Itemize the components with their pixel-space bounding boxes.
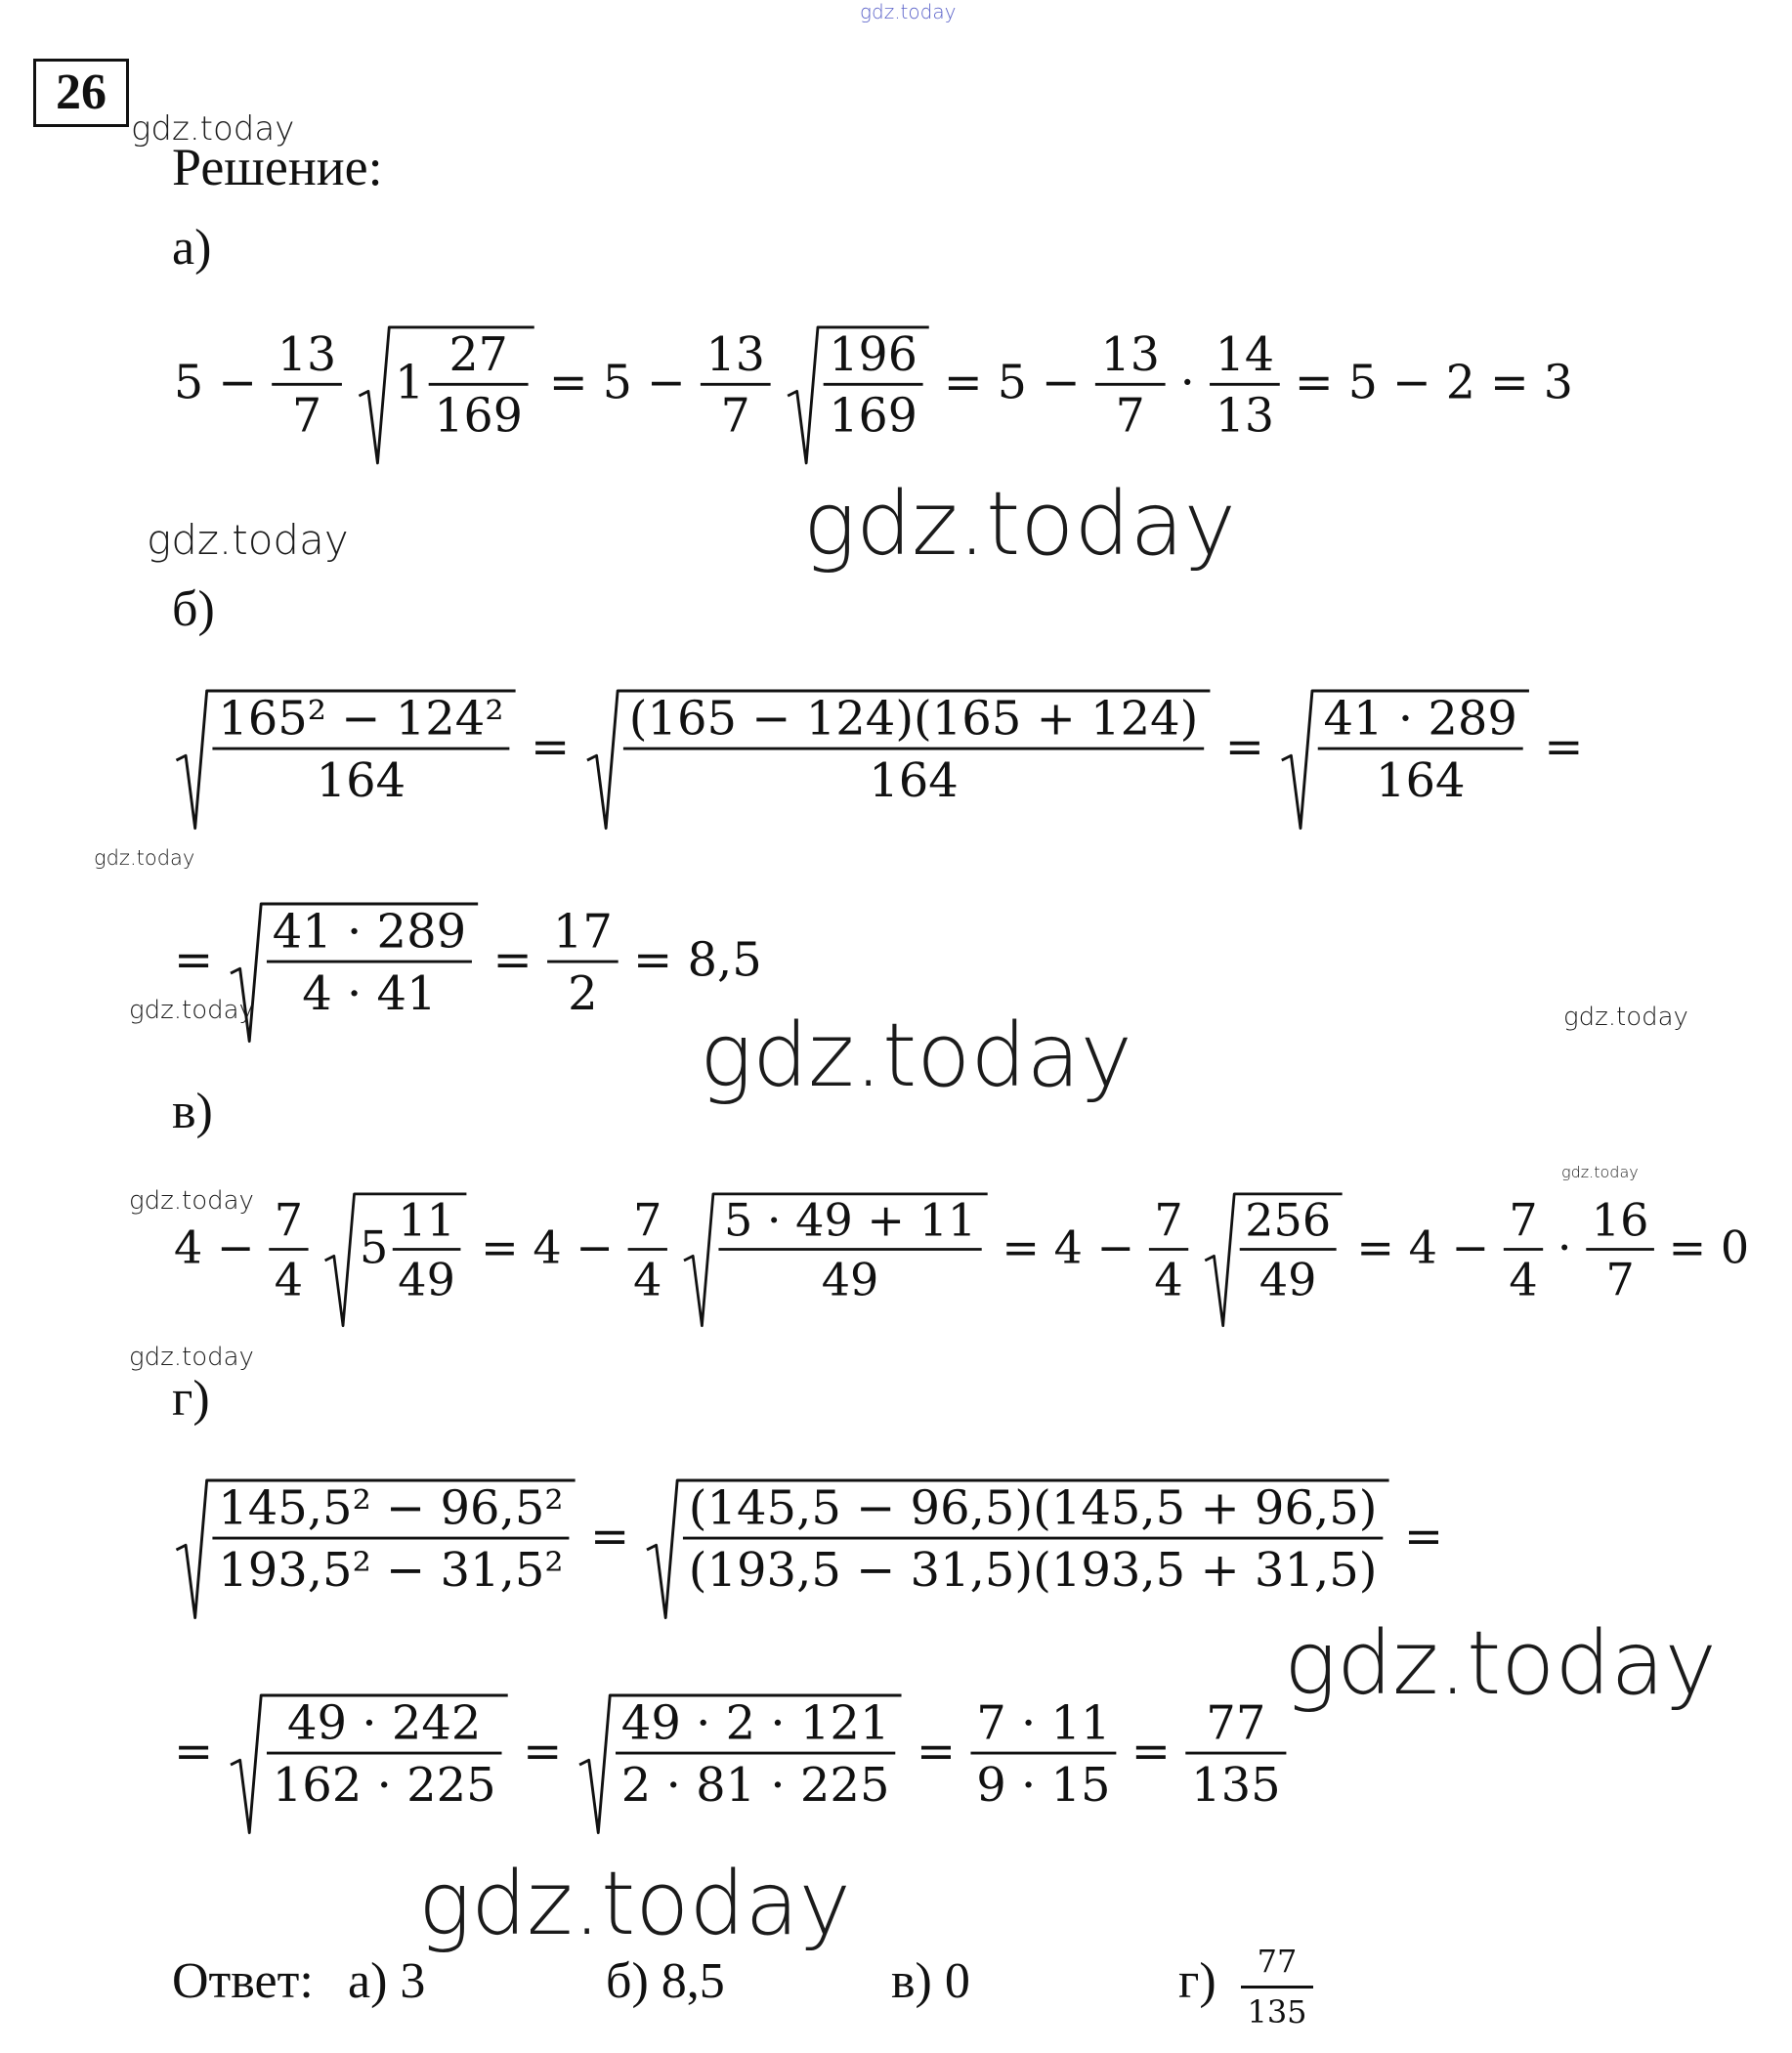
math-text: (145,5 − 96,5)(145,5 + 96,5): [688, 1480, 1378, 1536]
equation-svg: [172, 1691, 1292, 1839]
math-text: 13: [1100, 328, 1160, 383]
part-d-label: г): [172, 1371, 210, 1427]
math-text: 5 · 49 + 11: [723, 1193, 977, 1247]
math-text: 7: [1605, 1253, 1635, 1306]
math-text: = 8,5: [633, 931, 762, 987]
math-text: 7: [291, 390, 322, 445]
math-text: 41 · 289: [1323, 691, 1517, 747]
math-text: 7: [1509, 1193, 1538, 1247]
math-text: 4: [633, 1253, 662, 1306]
answer-c: в) 0: [891, 1953, 970, 2009]
math-text: 7: [1154, 1193, 1183, 1247]
part-c-label: в): [172, 1084, 213, 1139]
math-text: 17: [552, 904, 613, 960]
math-text: 169: [829, 390, 917, 445]
math-text: 49 · 2 · 121: [620, 1695, 890, 1751]
part-b-equation-line-1: [172, 687, 1590, 839]
math-text: = 0: [1668, 1219, 1750, 1273]
equation-svg: [172, 1476, 1449, 1624]
watermark-large: gdz.today: [1284, 1612, 1717, 1715]
math-text: 7: [274, 1193, 304, 1247]
math-text: 7: [720, 390, 750, 445]
math-text: =: [174, 931, 214, 987]
math-text: 164: [1375, 752, 1466, 808]
math-text: 196: [829, 328, 917, 383]
math-text: 49: [821, 1253, 879, 1306]
math-text: 162 · 225: [272, 1757, 496, 1813]
math-text: 4: [274, 1253, 304, 1306]
math-text: 13: [277, 328, 337, 383]
math-text: 77: [1206, 1695, 1266, 1751]
math-text: =: [523, 1723, 563, 1778]
answer-d-denominator: 135: [1247, 1993, 1307, 2031]
answer-d-numerator: 77: [1257, 1943, 1298, 1980]
problem-number: 26: [33, 59, 129, 127]
math-text: 164: [869, 752, 959, 808]
answer-b: б) 8,5: [606, 1953, 725, 2009]
math-text: 193,5² − 31,5²: [218, 1542, 564, 1598]
answer-label: Ответ:: [172, 1953, 314, 2009]
math-text: 4: [1509, 1253, 1538, 1306]
part-d-equation-line-2: [172, 1691, 1292, 1844]
math-text: 4: [1154, 1253, 1183, 1306]
part-b-equation-line-2: [172, 900, 768, 1052]
part-a-label: а): [172, 220, 212, 276]
math-text: 145,5² − 96,5²: [218, 1480, 564, 1536]
math-text: =: [1403, 1508, 1444, 1563]
math-text: 4 −: [173, 1219, 255, 1273]
math-text: =: [590, 1508, 630, 1563]
math-text: 1: [394, 356, 425, 410]
math-text: 169: [434, 390, 523, 445]
math-text: 2: [568, 965, 598, 1021]
equation-svg: [172, 687, 1590, 834]
math-text: 135: [1191, 1757, 1281, 1813]
equation-svg: [172, 1190, 1755, 1332]
math-text: 7: [633, 1193, 662, 1247]
math-text: 49: [398, 1253, 455, 1306]
math-text: = 5 −: [548, 356, 686, 410]
watermark: gdz.today: [1563, 1003, 1688, 1032]
answer-d-prefix: г): [1178, 1953, 1216, 2009]
math-text: 5 −: [174, 356, 257, 410]
math-text: =: [1224, 718, 1265, 774]
math-text: 2 · 81 · 225: [620, 1757, 890, 1813]
part-b-label: б): [172, 581, 215, 637]
math-text: =: [916, 1723, 957, 1778]
part-a-equation: [172, 323, 1579, 474]
math-text: 7 · 11: [976, 1695, 1111, 1751]
math-text: = 4 −: [1002, 1219, 1135, 1273]
math-text: =: [174, 1723, 214, 1778]
watermark: gdz.today: [1561, 1163, 1639, 1181]
math-text: =: [1544, 718, 1584, 774]
math-text: 11: [398, 1193, 455, 1247]
math-text: 49: [1259, 1253, 1317, 1306]
watermark: gdz.today: [131, 109, 295, 149]
math-text: =: [492, 931, 533, 987]
math-text: 7: [1115, 390, 1145, 445]
math-text: 5: [360, 1219, 389, 1273]
math-text: 27: [448, 328, 508, 383]
math-text: 4 · 41: [302, 965, 437, 1021]
part-d-equation-line-1: [172, 1476, 1449, 1629]
watermark: gdz.today: [129, 1186, 254, 1216]
math-text: = 5 − 2 = 3: [1294, 356, 1573, 410]
watermark: gdz.today: [129, 1343, 254, 1372]
math-text: 49 · 242: [287, 1695, 482, 1751]
watermark-top: gdz.today: [860, 0, 957, 23]
math-text: =: [1131, 1723, 1171, 1778]
equation-svg: [172, 900, 768, 1048]
math-text: 13: [705, 328, 765, 383]
watermark: gdz.today: [129, 996, 254, 1025]
watermark: gdz.today: [94, 846, 195, 870]
math-text: 165² − 124²: [218, 691, 504, 747]
math-text: ·: [1179, 356, 1195, 410]
math-text: ·: [1557, 1219, 1572, 1273]
math-text: = 4 −: [481, 1219, 614, 1273]
math-text: =: [530, 718, 571, 774]
math-text: = 4 −: [1356, 1219, 1490, 1273]
watermark-large: gdz.today: [418, 1853, 851, 1955]
watermark-large: gdz.today: [803, 473, 1236, 576]
math-text: 14: [1215, 328, 1275, 383]
math-text: 13: [1215, 390, 1275, 445]
math-text: 16: [1591, 1193, 1649, 1247]
math-text: 164: [316, 752, 406, 808]
answer-d-fraction-bar: [1241, 1986, 1313, 1989]
equation-svg: [172, 323, 1579, 469]
solution-heading: Решение:: [172, 138, 383, 196]
math-text: 41 · 289: [272, 904, 467, 960]
answer-a: а) 3: [348, 1953, 426, 2009]
math-text: (165 − 124)(165 + 124): [628, 691, 1199, 747]
watermark-large: gdz.today: [700, 1005, 1132, 1107]
watermark: gdz.today: [147, 516, 349, 564]
math-text: (193,5 − 31,5)(193,5 + 31,5): [688, 1542, 1378, 1598]
math-text: = 5 −: [943, 356, 1081, 410]
math-text: 9 · 15: [976, 1757, 1111, 1813]
math-text: 256: [1245, 1193, 1332, 1247]
part-c-equation: [172, 1190, 1755, 1337]
